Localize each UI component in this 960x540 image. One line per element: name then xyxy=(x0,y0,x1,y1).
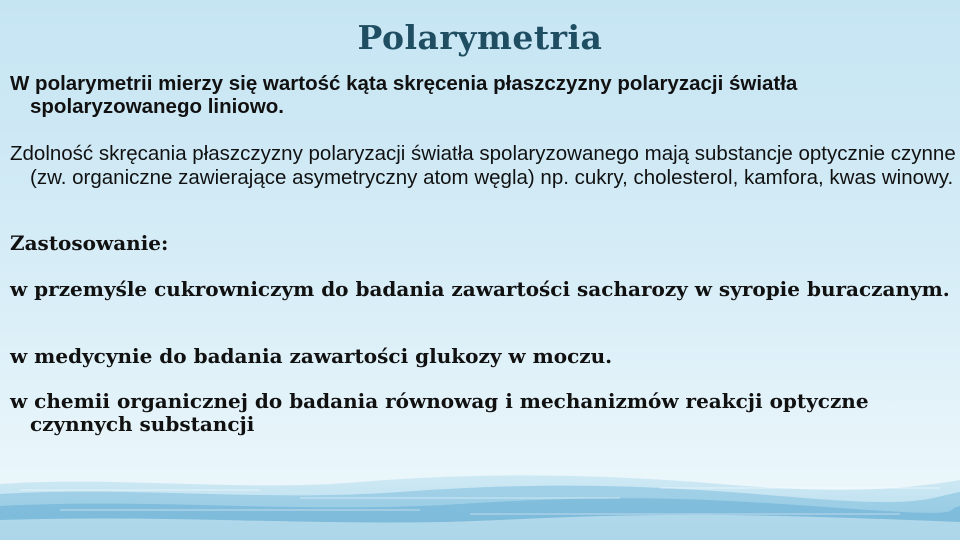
paragraph-definition: W polarymetrii mierzy się wartość kąta skręcenia płaszczyzny polaryzacji światła spolaryzowanego liniowo. xyxy=(10,72,798,118)
decorative-waves xyxy=(0,470,960,540)
slide-title: Polarymetria xyxy=(357,18,603,57)
paragraph-application-medicine: w medycynie do badania zawartości glukozy w moczu. xyxy=(10,344,613,368)
paragraph-optical-activity: Zdolność skręcania płaszczyzny polaryzacji światła spolaryzowanego mają substancje optycznie czynne (zw. organiczne zawierające asymetryczny atom węgla) np. cukry, cholesterol, kamfora, kwas winowy. xyxy=(10,142,956,189)
paragraph-application-chemistry: w chemii organicznej do badania równowag i mechanizmów reakcji optyczne czynnych substancji xyxy=(10,389,869,436)
paragraph-applications-heading: Zastosowanie: xyxy=(10,231,169,255)
paragraph-application-sugar: w przemyśle cukrowniczym do badania zawartości sacharozy w syropie buraczanym. xyxy=(10,277,950,301)
